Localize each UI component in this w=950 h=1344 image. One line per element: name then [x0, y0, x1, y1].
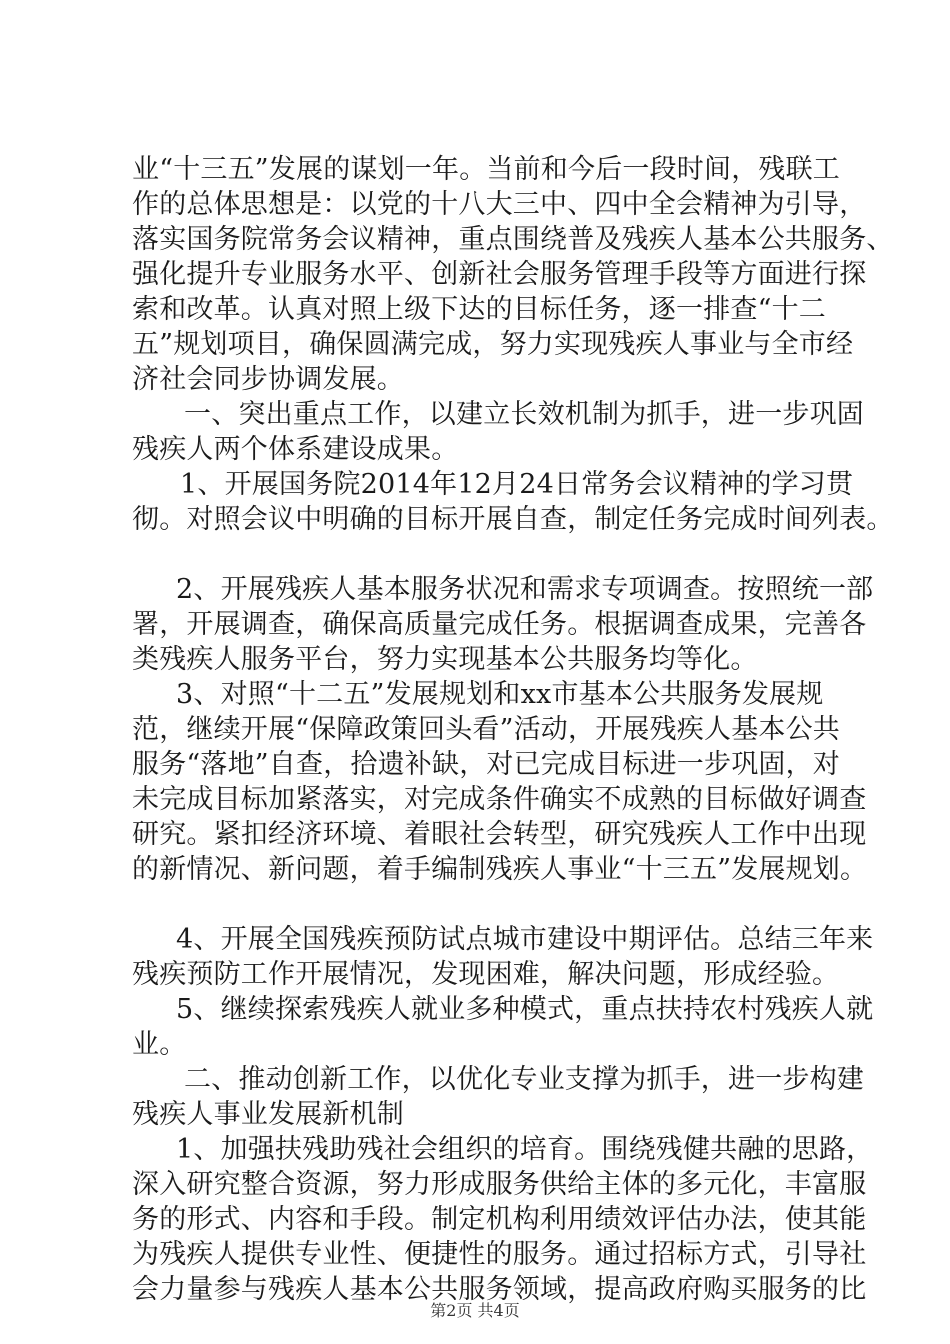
text-line: 二、推动创新工作，以优化专业支撑为抓手，进一步构建 — [184, 1064, 864, 1095]
text-line: 残疾人两个体系建设成果。 — [132, 434, 459, 465]
text-line: 为残疾人提供专业性、便捷性的服务。通过招标方式，引导社 — [132, 1239, 867, 1270]
text-line: 类残疾人服务平台，努力实现基本公共服务均等化。 — [132, 644, 758, 675]
text-line: 业“十三五”发展的谋划一年。当前和今后一段时间，残联工 — [132, 154, 841, 185]
text-line: 1、开展国务院2014年12月24日常务会议精神的学习贯 — [180, 469, 854, 500]
text-line: 残疾预防工作开展情况，发现困难，解决问题，形成经验。 — [132, 959, 840, 990]
text-line: 5、继续探索残疾人就业多种模式，重点扶持农村残疾人就 — [176, 994, 874, 1025]
text-line: 服务“落地”自查，拾遗补缺，对已完成目标进一步巩固，对 — [132, 749, 841, 780]
text-line: 1、加强扶残助残社会组织的培育。围绕残健共融的思路， — [176, 1134, 874, 1165]
text-line: 3、对照“十二五”发展规划和xx市基本公共服务发展规 — [176, 679, 824, 710]
text-line: 五”规划项目，确保圆满完成，努力实现残疾人事业与全市经 — [132, 329, 854, 360]
text-line: 务的形式、内容和手段。制定机构利用绩效评估办法，使其能 — [132, 1204, 867, 1235]
text-line: 范，继续开展“保障政策回头看”活动，开展残疾人基本公共 — [132, 714, 841, 745]
blank-line — [132, 537, 852, 572]
text-line: 一、突出重点工作，以建立长效机制为抓手，进一步巩固 — [184, 399, 864, 430]
text-line: 未完成目标加紧落实，对完成条件确实不成熟的目标做好调查 — [132, 784, 867, 815]
text-line: 彻。对照会议中明确的目标开展自查，制定任务完成时间列表。 — [132, 504, 894, 535]
text-line: 作的总体思想是：以党的十八大三中、四中全会精神为引导， — [132, 189, 867, 220]
text-line: 研究。紧扣经济环境、着眼社会转型，研究残疾人工作中出现 — [132, 819, 867, 850]
text-line: 的新情况、新问题，着手编制残疾人事业“十三五”发展规划。 — [132, 854, 868, 885]
text-line: 会力量参与残疾人基本公共服务领域，提高政府购买服务的比 — [132, 1274, 867, 1305]
text-line: 深入研究整合资源，努力形成服务供给主体的多元化，丰富服 — [132, 1169, 867, 1200]
blank-line — [132, 887, 852, 922]
text-line: 2、开展残疾人基本服务状况和需求专项调查。按照统一部 — [176, 574, 874, 605]
text-line: 济社会同步协调发展。 — [132, 364, 404, 395]
text-line: 强化提升专业服务水平、创新社会服务管理手段等方面进行探 — [132, 259, 867, 290]
document-body — [132, 152, 894, 1307]
text-line: 残疾人事业发展新机制 — [132, 1099, 404, 1130]
text-line: 4、开展全国残疾预防试点城市建设中期评估。总结三年来 — [176, 924, 874, 955]
text-line: 业。 — [132, 1029, 187, 1060]
text-line: 落实国务院常务会议精神，重点围绕普及残疾人基本公共服务、 — [132, 224, 894, 255]
text-line: 索和改革。认真对照上级下达的目标任务，逐一排查“十二 — [132, 294, 827, 325]
page-footer: 第2页 共4页 — [430, 1301, 520, 1320]
text-line: 署，开展调查，确保高质量完成任务。根据调查成果，完善各 — [132, 609, 867, 640]
